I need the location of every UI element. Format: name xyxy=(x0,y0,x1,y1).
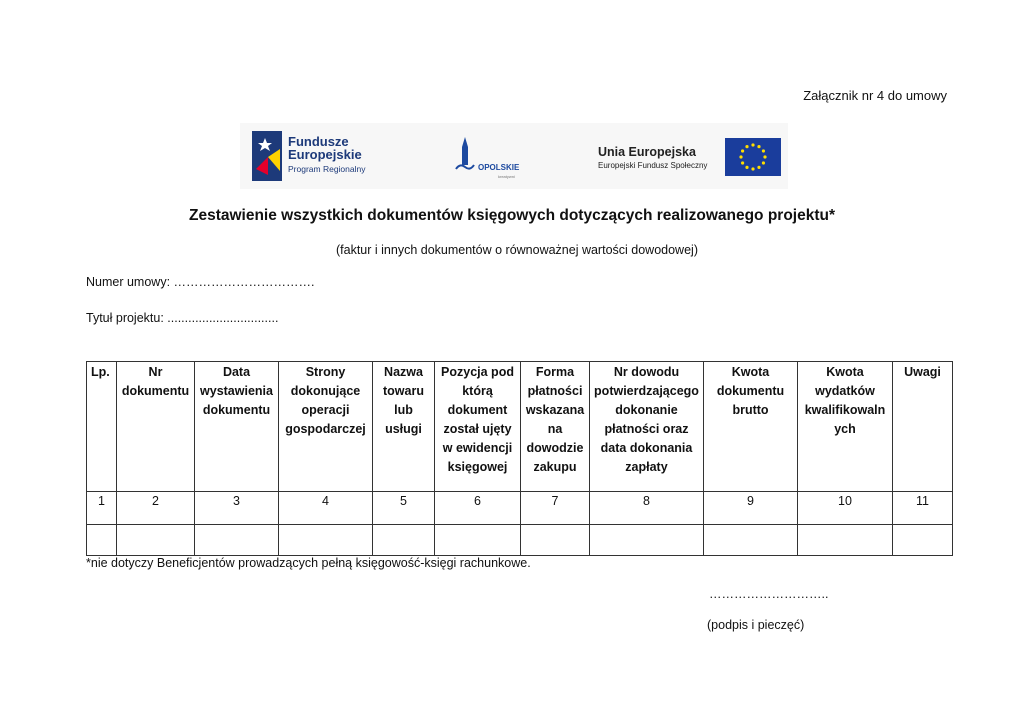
column-header xyxy=(521,362,590,492)
fe-line1: Fundusze xyxy=(288,134,349,149)
column-header-line: wydatków xyxy=(815,384,875,398)
column-header-line: Forma xyxy=(535,365,575,379)
column-header-line: Pozycja pod xyxy=(441,365,514,379)
column-number: 5 xyxy=(373,492,435,525)
column-header-line: płatności oraz xyxy=(604,422,689,436)
column-header-line: został ujęty xyxy=(443,422,512,436)
empty-cell[interactable] xyxy=(435,525,521,556)
signature-label: (podpis i pieczęć) xyxy=(707,618,805,632)
column-header-line: na xyxy=(547,422,563,436)
column-header-line: płatności xyxy=(527,384,583,398)
attachment-label: Załącznik nr 4 do umowy xyxy=(803,88,947,103)
documents-table xyxy=(86,361,953,556)
column-header xyxy=(435,362,521,492)
ue-subtitle: Europejski Fundusz Społeczny xyxy=(598,161,708,170)
column-header-line: dokonujące xyxy=(290,384,361,398)
fe-line3: Program Regionalny xyxy=(288,164,366,174)
empty-cell[interactable] xyxy=(893,525,953,556)
fe-line2: Europejskie xyxy=(288,147,362,162)
column-header xyxy=(798,362,893,492)
column-header-line: Uwagi xyxy=(904,365,941,379)
column-header-line: dokumentu xyxy=(202,403,271,417)
column-header-line: księgowej xyxy=(447,460,508,474)
column-header-line: kwalifikowaln xyxy=(804,403,886,417)
column-header-line: brutto xyxy=(732,403,769,417)
column-header-line: którą xyxy=(462,384,493,398)
column-number: 8 xyxy=(590,492,704,525)
column-number: 10 xyxy=(798,492,893,525)
column-header-line: zakupu xyxy=(533,460,577,474)
empty-cell[interactable] xyxy=(590,525,704,556)
column-header xyxy=(195,362,279,492)
column-number: 11 xyxy=(893,492,953,525)
column-header-line: dokumentu xyxy=(716,384,785,398)
column-header-line: dowodzie xyxy=(526,441,584,455)
ue-title: Unia Europejska xyxy=(598,145,696,159)
logo-bar xyxy=(240,123,788,189)
empty-cell[interactable] xyxy=(279,525,373,556)
opolskie-logo-subtext: kreatywni xyxy=(498,174,515,179)
unia-europejska-text xyxy=(598,145,707,170)
opolskie-tower-icon xyxy=(454,137,476,173)
contract-number-field: Numer umowy: ……………………………. xyxy=(86,275,315,289)
footnote: *nie dotyczy Beneficjentów prowadzących pełną księgowość-księgi rachunkowe. xyxy=(86,556,531,570)
column-header-line: dokument xyxy=(447,403,508,417)
column-header-line: Nr xyxy=(148,365,163,379)
column-header xyxy=(279,362,373,492)
column-header-line: usługi xyxy=(385,422,422,436)
column-header-line: gospodarczej xyxy=(285,422,366,436)
column-number: 6 xyxy=(435,492,521,525)
fundusze-europejskie-logo-icon xyxy=(252,131,282,181)
column-header-line: Strony xyxy=(305,365,346,379)
column-header xyxy=(893,362,953,492)
column-header-line: Lp. xyxy=(91,365,110,379)
empty-cell[interactable] xyxy=(521,525,590,556)
table-number-row xyxy=(87,492,953,525)
column-header-line: lub xyxy=(394,403,413,417)
column-header-line: Nazwa xyxy=(384,365,423,379)
column-number: 2 xyxy=(117,492,195,525)
empty-cell[interactable] xyxy=(373,525,435,556)
column-header-line: Kwota xyxy=(826,365,864,379)
column-header xyxy=(87,362,117,492)
column-header-line: Nr dowodu xyxy=(613,365,680,379)
empty-cell[interactable] xyxy=(195,525,279,556)
column-header-line: wystawienia xyxy=(200,384,273,398)
empty-cell[interactable] xyxy=(798,525,893,556)
document-title: Zestawienie wszystkich dokumentów księgowych dotyczących realizowanego projektu* xyxy=(188,207,836,224)
column-header xyxy=(704,362,798,492)
table-empty-row xyxy=(87,525,953,556)
column-header-line: w ewidencji xyxy=(442,441,513,455)
project-title-field: Tytuł projektu: ................................ xyxy=(86,311,279,325)
column-header-line: operacji xyxy=(301,403,350,417)
column-header xyxy=(373,362,435,492)
column-number: 7 xyxy=(521,492,590,525)
column-header-line: wskazana xyxy=(525,403,585,417)
column-header-line: towaru xyxy=(383,384,424,398)
column-header-line: data dokonania xyxy=(600,441,693,455)
empty-cell[interactable] xyxy=(117,525,195,556)
column-header xyxy=(590,362,704,492)
empty-cell[interactable] xyxy=(87,525,117,556)
column-header-line: potwierdzającego xyxy=(594,384,699,398)
eu-flag-icon xyxy=(725,138,781,176)
document-subtitle: (faktur i innych dokumentów o równoważnej wartości dowodowej) xyxy=(336,243,698,257)
opolskie-logo-text: OPOLSKIE xyxy=(478,163,520,172)
column-number: 9 xyxy=(704,492,798,525)
column-header xyxy=(117,362,195,492)
column-header-line: Data xyxy=(222,365,251,379)
column-header-line: ych xyxy=(834,422,856,436)
fundusze-europejskie-text xyxy=(288,135,365,176)
column-header-line: dokonanie xyxy=(615,403,678,417)
column-header-line: dokumentu xyxy=(121,384,190,398)
column-number: 3 xyxy=(195,492,279,525)
column-header-line: zapłaty xyxy=(625,460,668,474)
signature-line: ……………………….. xyxy=(709,587,829,601)
empty-cell[interactable] xyxy=(704,525,798,556)
column-number: 1 xyxy=(87,492,117,525)
column-header-line: Kwota xyxy=(731,365,770,379)
column-number: 4 xyxy=(279,492,373,525)
table-header-row xyxy=(87,362,953,492)
